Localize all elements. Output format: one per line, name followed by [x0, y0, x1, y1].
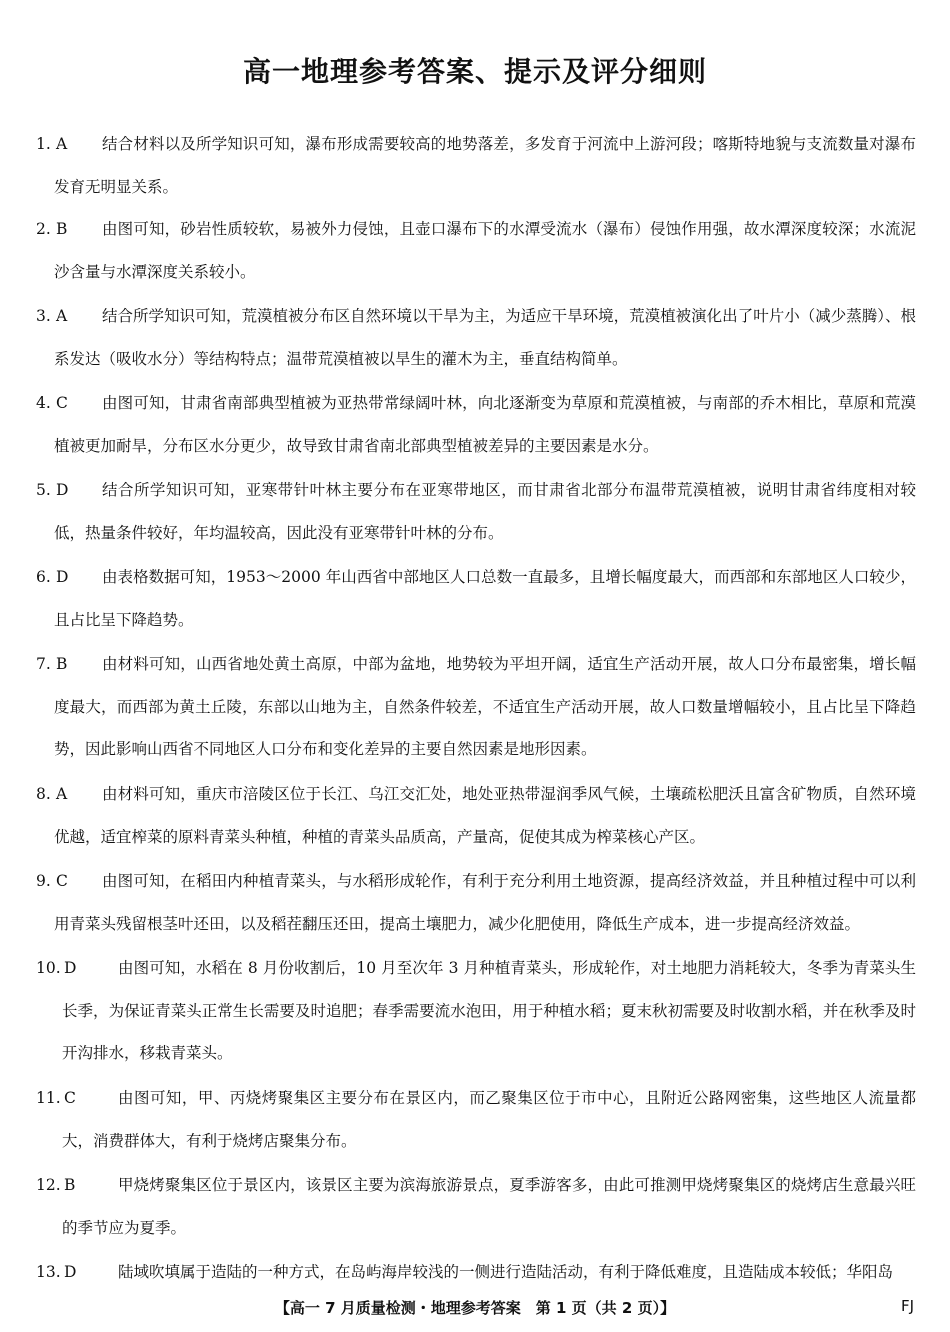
item-number: 2.: [36, 220, 51, 238]
item-explanation: 结合材料以及所学知识可知，瀑布形成需要较高的地势落差，多发育于河流中上游河段；喀斯特地貌与支流数量对瀑布发育无明显关系。: [54, 135, 916, 196]
item-number: 11.: [36, 1089, 61, 1107]
item-explanation: 陆域吹填属于造陆的一种方式，在岛屿海岸较浅的一侧进行造陆活动，有利于降低难度，且造陆成本较低；华阳岛: [118, 1263, 894, 1281]
footer-code: FJ: [900, 1297, 914, 1315]
item-answer: C: [64, 1089, 76, 1107]
answer-list: [36, 123, 916, 1294]
item-explanation: 甲烧烤聚集区位于景区内，该景区主要为滨海旅游景点，夏季游客多，由此可推测甲烧烤聚集区的烧烤店生意最兴旺的季节应为夏季。: [62, 1176, 916, 1237]
item-explanation: 由材料可知，山西省地处黄土高原，中部为盆地，地势较为平坦开阔，适宜生产活动开展，故人口分布最密集，增长幅度最大，而西部为黄土丘陵，东部以山地为主，自然条件较差，不适宜生产活动开展，故人口数量增幅较小，且占比呈下降趋势，因此影响山西省不同地区人口分布和变化差异的主要自然因素是地形因素。: [54, 655, 916, 758]
answer-item-13: [36, 1251, 916, 1294]
item-explanation: 由表格数据可知，1953～2000 年山西省中部地区人口总数一直最多，且增长幅度最大，而西部和东部地区人口较少，且占比呈下降趋势。: [54, 568, 916, 629]
item-number: 4.: [36, 394, 51, 412]
answer-item-10: [36, 947, 916, 1077]
item-number: 1.: [36, 135, 51, 153]
answer-item-2: [36, 208, 916, 295]
item-number: 5.: [36, 481, 51, 499]
answer-item-3: [36, 295, 916, 382]
item-answer: B: [64, 1176, 76, 1194]
item-answer: D: [56, 568, 69, 586]
footer-page-info: 【高一 7 月质量检测・地理参考答案 第 1 页（共 2 页）】: [274, 1299, 676, 1317]
item-explanation: 由材料可知，重庆市涪陵区位于长江、乌江交汇处，地处亚热带湿润季风气候，土壤疏松肥沃且富含矿物质，自然环境优越，适宜榨菜的原料青菜头种植，种植的青菜头品质高，产量高，促使其成为榨菜核心产区。: [54, 785, 916, 846]
answer-item-11: [36, 1077, 916, 1164]
item-answer: A: [56, 785, 68, 803]
item-explanation: 由图可知，甘肃省南部典型植被为亚热带常绿阔叶林，向北逐渐变为草原和荒漠植被，与南部的乔木相比，草原和荒漠植被更加耐旱，分布区水分更少，故导致甘肃省南北部典型植被差异的主要因素是水分。: [54, 394, 916, 455]
item-number: 9.: [36, 872, 51, 890]
answer-item-6: [36, 556, 916, 643]
item-answer: D: [56, 481, 69, 499]
item-answer: A: [56, 135, 68, 153]
item-explanation: 由图可知，甲、丙烧烤聚集区主要分布在景区内，而乙聚集区位于市中心，且附近公路网密集，这些地区人流量都大，消费群体大，有利于烧烤店聚集分布。: [62, 1089, 916, 1150]
item-explanation: 结合所学知识可知，亚寒带针叶林主要分布在亚寒带地区，而甘肃省北部分布温带荒漠植被，说明甘肃省纬度相对较低，热量条件较好，年均温较高，因此没有亚寒带针叶林的分布。: [54, 481, 916, 542]
answer-item-7: [36, 643, 916, 773]
answer-item-9: [36, 860, 916, 947]
item-explanation: 由图可知，砂岩性质较软，易被外力侵蚀，且壶口瀑布下的水潭受流水（瀑布）侵蚀作用强，故水潭深度较深；水流泥沙含量与水潭深度关系较小。: [54, 220, 916, 281]
item-number: 3.: [36, 307, 51, 325]
item-answer: B: [56, 220, 68, 238]
item-answer: C: [56, 872, 68, 890]
item-number: 12.: [36, 1176, 61, 1194]
item-answer: B: [56, 655, 68, 673]
item-answer: D: [64, 1263, 77, 1281]
item-number: 6.: [36, 568, 51, 586]
item-explanation: 结合所学知识可知，荒漠植被分布区自然环境以干旱为主，为适应干旱环境，荒漠植被演化出了叶片小（减少蒸腾）、根系发达（吸收水分）等结构特点；温带荒漠植被以旱生的灌木为主，垂直结构简单。: [54, 307, 916, 368]
page-title: 高一地理参考答案、提示及评分细则: [242, 55, 707, 88]
answer-item-5: [36, 469, 916, 556]
answer-item-8: [36, 773, 916, 860]
answer-item-1: [36, 123, 916, 208]
item-number: 8.: [36, 785, 51, 803]
item-number: 7.: [36, 655, 51, 673]
item-explanation: 由图可知，在稻田内种植青菜头，与水稻形成轮作，有利于充分利用土地资源，提高经济效益，并且种植过程中可以利用青菜头残留根茎叶还田，以及稻茬翻压还田，提高土壤肥力，减少化肥使用，降低生产成本，进一步提高经济效益。: [54, 872, 916, 933]
answer-item-4: [36, 382, 916, 469]
item-answer: A: [56, 307, 68, 325]
item-answer: D: [64, 959, 77, 977]
item-number: 13.: [36, 1263, 61, 1281]
item-number: 10.: [36, 959, 61, 977]
item-explanation: 由图可知，水稻在 8 月份收割后，10 月至次年 3 月种植青菜头，形成轮作，对土地肥力消耗较大，冬季为青菜头生长季，为保证青菜头正常生长需要及时追肥；春季需要流水泡田，用于种植水稻；夏末秋初需要及时收割水稻，并在秋季及时开沟排水，移栽青菜头。: [62, 959, 916, 1062]
answer-item-12: [36, 1164, 916, 1251]
item-answer: C: [56, 394, 68, 412]
